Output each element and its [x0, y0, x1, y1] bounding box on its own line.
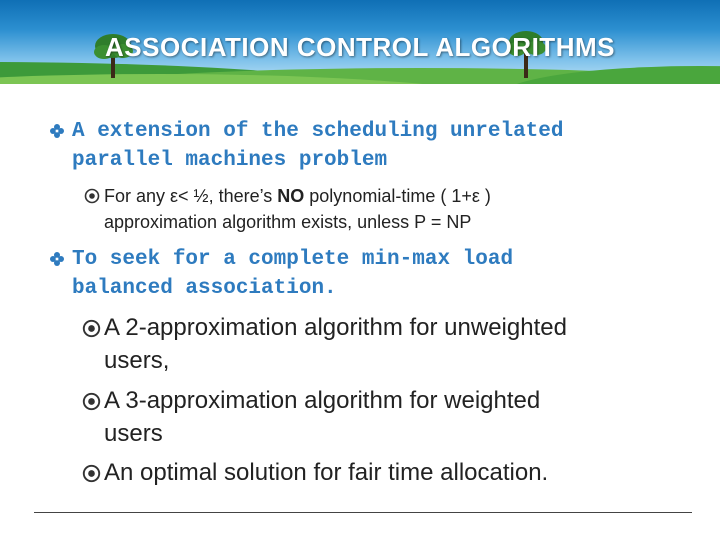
bullet-text: [50, 245, 670, 303]
title-banner: [0, 0, 720, 84]
bullet-line: To seek for a complete min-max load: [72, 248, 514, 271]
bullet-text: [84, 183, 664, 235]
circle-dot-bullet-icon: [82, 464, 101, 483]
bullet-text: [82, 384, 672, 450]
footer-divider: [34, 512, 692, 513]
diamond-clover-bullet-icon: [50, 252, 64, 266]
bullet-level1: [50, 245, 670, 303]
bullet-level2: [82, 311, 672, 377]
bullet-line: balanced association.: [72, 277, 337, 300]
circle-dot-bullet-icon: [84, 188, 100, 204]
text-run: For any ε< ½, there’s: [104, 186, 278, 206]
bullet-line: [104, 183, 664, 209]
bullet-text: [82, 311, 672, 377]
circle-dot-bullet-icon: [82, 392, 101, 411]
bullet-text: [50, 117, 670, 175]
slide-title: ASSOCIATION CONTROL ALGORITHMS: [105, 32, 615, 62]
bullet-level2: [82, 456, 672, 489]
bullet-line: parallel machines problem: [72, 149, 388, 172]
bullet-level2: [84, 183, 664, 235]
bullet-level1: [50, 117, 670, 175]
bullet-text: [82, 456, 672, 489]
diamond-clover-bullet-icon: [50, 124, 64, 138]
bullet-line: users,: [104, 347, 170, 374]
text-run: polynomial-time ( 1+ε ): [304, 186, 491, 206]
bullet-level2: [82, 384, 672, 450]
bullet-line: A 2-approximation algorithm for unweighted: [104, 314, 567, 341]
bullet-line: A extension of the scheduling unrelated: [72, 120, 564, 143]
emphasis-text: NO: [277, 186, 305, 206]
bullet-line: approximation algorithm exists, unless P = NP: [104, 212, 472, 232]
circle-dot-bullet-icon: [82, 319, 101, 338]
bullet-line: A 3-approximation algorithm for weighted: [104, 387, 541, 414]
bullet-line: An optimal solution for fair time allocation.: [104, 459, 549, 486]
bullet-line: users: [104, 420, 163, 447]
